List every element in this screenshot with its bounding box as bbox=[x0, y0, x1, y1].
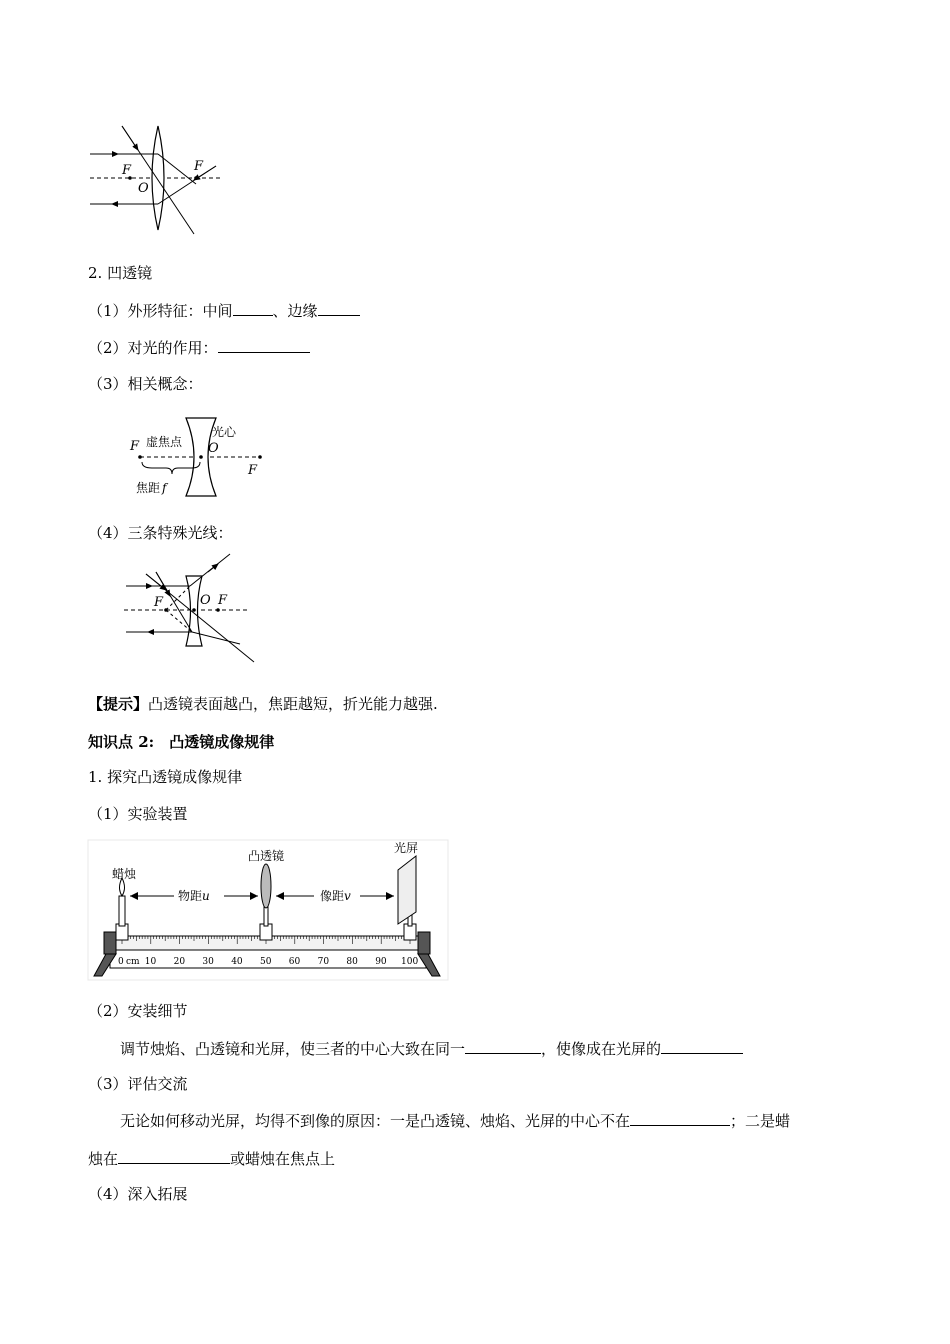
svg-text:O: O bbox=[200, 593, 211, 608]
evaluate-text-2: 烛在 或蜡烛在焦点上 bbox=[88, 1147, 335, 1170]
concave-lens-heading: 2. 凹透镜 bbox=[88, 264, 153, 282]
label-F-left: F bbox=[122, 163, 132, 178]
extend-item: （4）深入拓展 bbox=[88, 1185, 188, 1203]
evaluate-text-1: 无论如何移动光屏，均得不到像的原因：一是凸透镜、烛焰、光屏的中心不在 ；二是蜡 bbox=[120, 1109, 790, 1132]
optical-bench-apparatus bbox=[88, 840, 448, 980]
blank-middle[interactable] bbox=[233, 299, 273, 316]
blank-screen-position[interactable] bbox=[661, 1037, 743, 1054]
svg-text:F: F bbox=[218, 593, 228, 608]
svg-text:F: F bbox=[130, 439, 140, 454]
svg-text:凸透镜: 凸透镜 bbox=[248, 849, 285, 863]
concave-effect-item: （2）对光的作用： bbox=[88, 336, 310, 359]
scale-unit: cm bbox=[126, 957, 140, 967]
svg-text:虚焦点: 虚焦点 bbox=[146, 435, 183, 449]
concave-lens-concepts-diagram bbox=[128, 412, 278, 502]
install-text: 调节烛焰、凸透镜和光屏，使三者的中心大致在同一 ，使像成在光屏的 bbox=[120, 1037, 743, 1060]
scale-tick-label: 20 bbox=[173, 957, 186, 967]
svg-text:光屏: 光屏 bbox=[394, 841, 419, 855]
label-F-right: F bbox=[194, 159, 204, 174]
svg-text:F: F bbox=[154, 595, 164, 610]
scale-tick-label: 50 bbox=[260, 957, 272, 967]
apparatus-convex-lens bbox=[261, 864, 271, 908]
scale-tick-label: 60 bbox=[288, 957, 301, 967]
convex-lens-shape bbox=[152, 126, 164, 230]
scale-tick-label: 0 bbox=[118, 957, 124, 967]
focal-length-brace bbox=[142, 462, 200, 474]
svg-text:像距v: 像距v bbox=[320, 889, 351, 903]
scale-tick-label: 40 bbox=[231, 957, 243, 967]
blank-height[interactable] bbox=[465, 1037, 541, 1054]
blank-edge[interactable] bbox=[318, 299, 360, 316]
blank-light-effect[interactable] bbox=[218, 336, 310, 353]
scale-tick-label: 80 bbox=[346, 957, 358, 967]
svg-text:F: F bbox=[248, 463, 258, 478]
blank-same-height[interactable] bbox=[630, 1109, 730, 1126]
concave-shape-item: （1）外形特征：中间 、边缘 bbox=[88, 299, 360, 322]
concave-concepts-item: （3）相关概念： bbox=[88, 375, 203, 393]
scale-tick-label: 10 bbox=[144, 957, 157, 967]
concave-lens-rays-diagram bbox=[122, 552, 262, 667]
convex-lens-rays-diagram bbox=[86, 122, 226, 242]
scale-tick-label: 100 bbox=[401, 957, 419, 967]
scale-tick-label: 30 bbox=[202, 957, 214, 967]
apparatus-item: （1）实验装置 bbox=[88, 805, 188, 823]
blank-within-focus[interactable] bbox=[118, 1147, 230, 1164]
svg-text:焦距f: 焦距 f bbox=[136, 481, 167, 495]
knowledge2-heading: 知识点 2: 凸透镜成像规律 bbox=[88, 733, 275, 751]
label-O: O bbox=[138, 181, 149, 196]
scale-tick-label: 90 bbox=[375, 957, 387, 967]
tip-line: 【提示】凸透镜表面越凸，焦距越短，折光能力越强. bbox=[88, 695, 438, 713]
concave-rays-item: （4）三条特殊光线： bbox=[88, 524, 233, 542]
scale-tick-label: 70 bbox=[317, 957, 330, 967]
svg-text:物距u: 物距u bbox=[178, 889, 210, 903]
svg-text:O: O bbox=[208, 441, 219, 456]
install-item: （2）安装细节 bbox=[88, 1002, 188, 1020]
knowledge2-sub1: 1. 探究凸透镜成像规律 bbox=[88, 768, 243, 786]
evaluate-item: （3）评估交流 bbox=[88, 1075, 188, 1093]
svg-text:蜡烛: 蜡烛 bbox=[112, 867, 137, 881]
ray-arrow-2 bbox=[122, 126, 138, 150]
svg-text:光心: 光心 bbox=[212, 425, 237, 439]
